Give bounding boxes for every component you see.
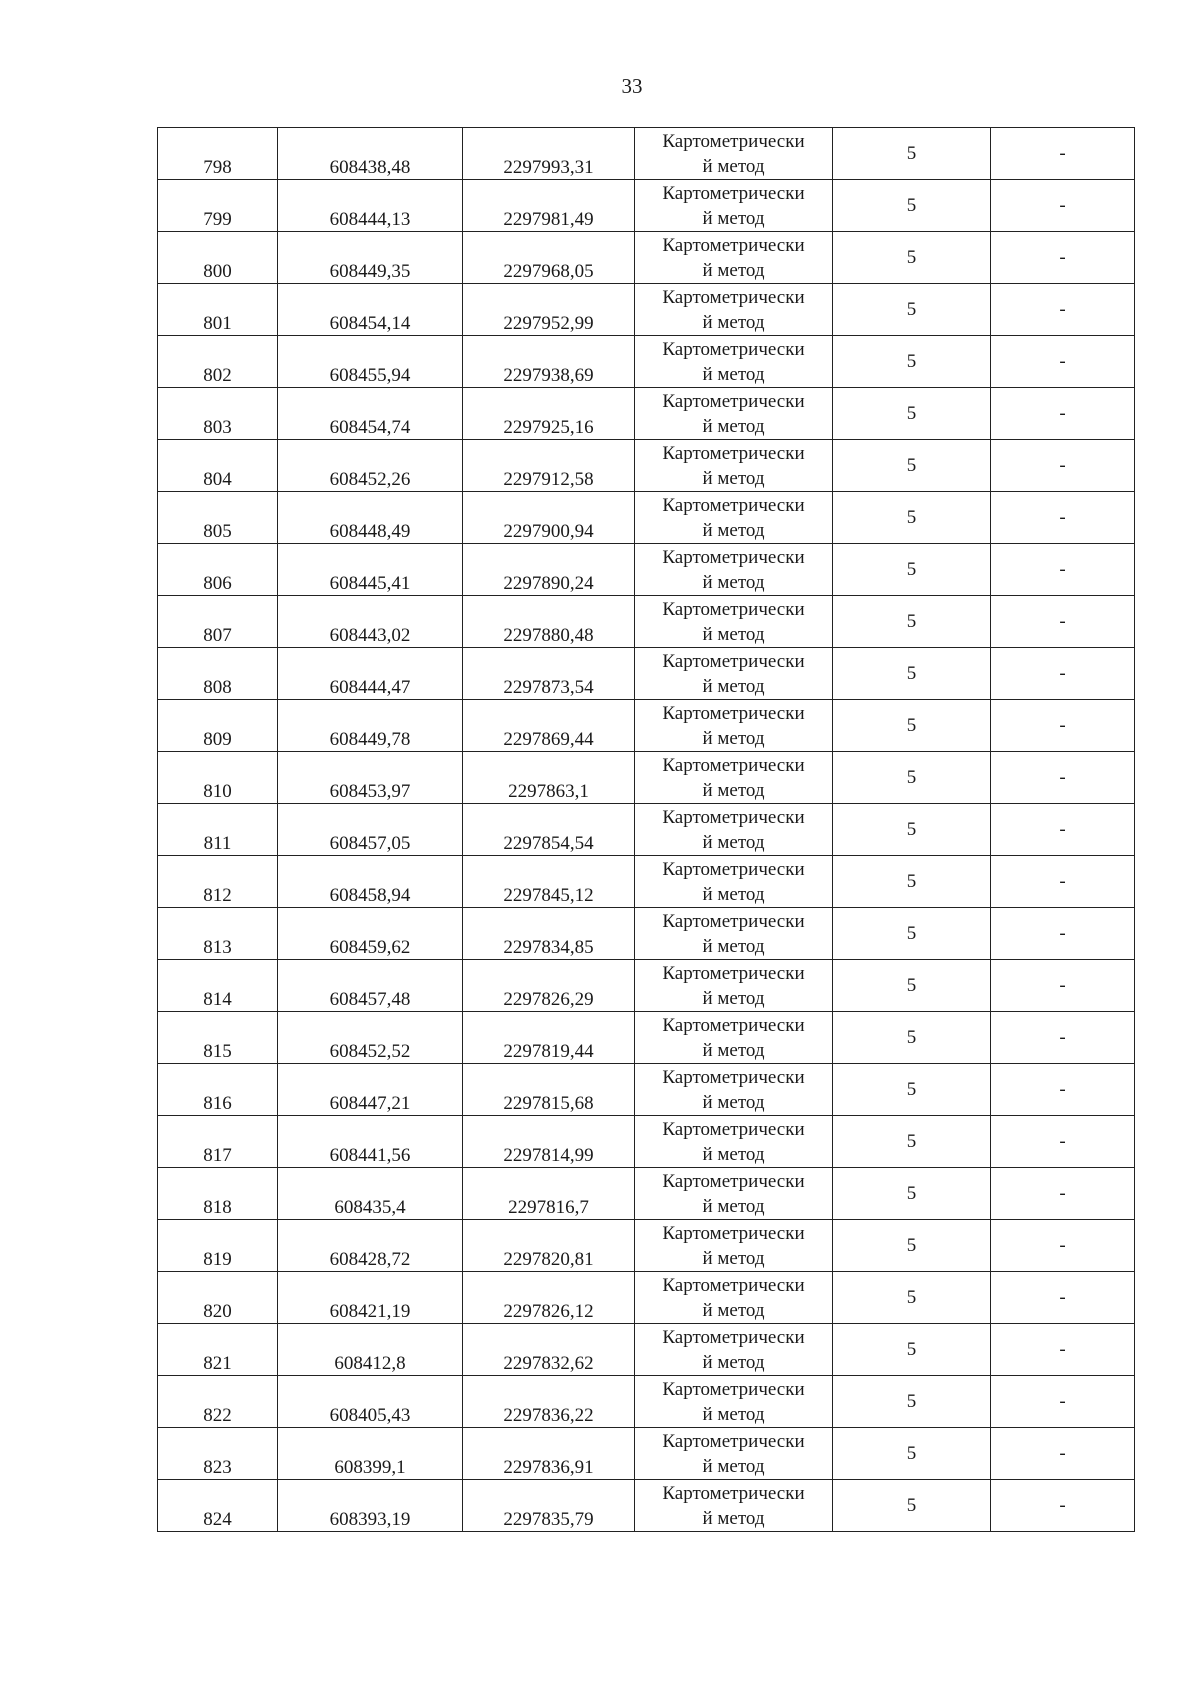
x-coordinate-cell: 608443,02 — [278, 596, 463, 648]
method-line-2: й метод — [702, 727, 765, 749]
accuracy-cell: 5 — [833, 1012, 991, 1064]
table-row — [158, 1272, 1135, 1324]
method-line-1: Картометрически — [662, 1378, 805, 1400]
method-cell — [635, 1012, 833, 1064]
note-cell: - — [991, 1012, 1135, 1064]
y-coordinate-cell: 2297912,58 — [463, 440, 635, 492]
x-coordinate-cell: 608444,13 — [278, 180, 463, 232]
method-cell — [635, 128, 833, 180]
table-row — [158, 1480, 1135, 1532]
note-cell: - — [991, 180, 1135, 232]
note-cell: - — [991, 804, 1135, 856]
point-number-cell: 821 — [158, 1324, 278, 1376]
method-line-2: й метод — [702, 467, 765, 489]
method-line-2: й метод — [702, 415, 765, 437]
note-cell: - — [991, 1272, 1135, 1324]
point-number-cell: 804 — [158, 440, 278, 492]
point-number-cell: 819 — [158, 1220, 278, 1272]
method-line-1: Картометрически — [662, 338, 805, 360]
note-cell: - — [991, 1324, 1135, 1376]
note-cell: - — [991, 856, 1135, 908]
y-coordinate-cell: 2297836,91 — [463, 1428, 635, 1480]
method-cell — [635, 960, 833, 1012]
note-cell: - — [991, 284, 1135, 336]
point-number-cell: 816 — [158, 1064, 278, 1116]
x-coordinate-cell: 608421,19 — [278, 1272, 463, 1324]
table-row — [158, 1116, 1135, 1168]
method-cell — [635, 336, 833, 388]
method-cell — [635, 1116, 833, 1168]
table-row — [158, 440, 1135, 492]
method-line-2: й метод — [702, 1507, 765, 1529]
accuracy-cell: 5 — [833, 1064, 991, 1116]
method-line-1: Картометрически — [662, 806, 805, 828]
point-number-cell: 808 — [158, 648, 278, 700]
table-row — [158, 752, 1135, 804]
page-number: 33 — [621, 74, 643, 98]
method-cell — [635, 1168, 833, 1220]
x-coordinate-cell: 608445,41 — [278, 544, 463, 596]
method-line-2: й метод — [702, 155, 765, 177]
method-line-2: й метод — [702, 363, 765, 385]
method-cell — [635, 232, 833, 284]
method-cell — [635, 596, 833, 648]
accuracy-cell: 5 — [833, 336, 991, 388]
table-row — [158, 1428, 1135, 1480]
method-line-2: й метод — [702, 1143, 765, 1165]
point-number-cell: 820 — [158, 1272, 278, 1324]
table-row — [158, 1012, 1135, 1064]
method-cell — [635, 1324, 833, 1376]
method-line-1: Картометрически — [662, 546, 805, 568]
method-line-2: й метод — [702, 1351, 765, 1373]
table-row — [158, 960, 1135, 1012]
method-line-2: й метод — [702, 1039, 765, 1061]
table-row — [158, 492, 1135, 544]
y-coordinate-cell: 2297820,81 — [463, 1220, 635, 1272]
method-line-1: Картометрически — [662, 962, 805, 984]
point-number-cell: 813 — [158, 908, 278, 960]
method-line-1: Картометрически — [662, 442, 805, 464]
point-number-cell: 817 — [158, 1116, 278, 1168]
point-number-cell: 805 — [158, 492, 278, 544]
y-coordinate-cell: 2297863,1 — [463, 752, 635, 804]
method-line-2: й метод — [702, 571, 765, 593]
method-line-2: й метод — [702, 1091, 765, 1113]
point-number-cell: 802 — [158, 336, 278, 388]
x-coordinate-cell: 608444,47 — [278, 648, 463, 700]
method-line-1: Картометрически — [662, 1430, 805, 1452]
method-cell — [635, 1064, 833, 1116]
point-number-cell: 809 — [158, 700, 278, 752]
note-cell: - — [991, 388, 1135, 440]
method-line-1: Картометрически — [662, 1066, 805, 1088]
note-cell: - — [991, 1168, 1135, 1220]
x-coordinate-cell: 608399,1 — [278, 1428, 463, 1480]
point-number-cell: 806 — [158, 544, 278, 596]
accuracy-cell: 5 — [833, 700, 991, 752]
x-coordinate-cell: 608454,14 — [278, 284, 463, 336]
x-coordinate-cell: 608447,21 — [278, 1064, 463, 1116]
accuracy-cell: 5 — [833, 492, 991, 544]
y-coordinate-cell: 2297968,05 — [463, 232, 635, 284]
method-cell — [635, 908, 833, 960]
y-coordinate-cell: 2297925,16 — [463, 388, 635, 440]
table-row — [158, 1324, 1135, 1376]
point-number-cell: 822 — [158, 1376, 278, 1428]
method-cell — [635, 804, 833, 856]
note-cell: - — [991, 908, 1135, 960]
table-row — [158, 856, 1135, 908]
note-cell: - — [991, 128, 1135, 180]
method-line-1: Картометрически — [662, 858, 805, 880]
table-row — [158, 336, 1135, 388]
method-line-1: Картометрически — [662, 234, 805, 256]
table-row — [158, 388, 1135, 440]
y-coordinate-cell: 2297826,29 — [463, 960, 635, 1012]
method-line-2: й метод — [702, 1403, 765, 1425]
method-cell — [635, 1376, 833, 1428]
accuracy-cell: 5 — [833, 752, 991, 804]
y-coordinate-cell: 2297981,49 — [463, 180, 635, 232]
note-cell: - — [991, 544, 1135, 596]
point-number-cell: 799 — [158, 180, 278, 232]
method-line-2: й метод — [702, 623, 765, 645]
method-line-2: й метод — [702, 779, 765, 801]
y-coordinate-cell: 2297890,24 — [463, 544, 635, 596]
table-row — [158, 596, 1135, 648]
table-row — [158, 908, 1135, 960]
method-line-1: Картометрически — [662, 1482, 805, 1504]
x-coordinate-cell: 608428,72 — [278, 1220, 463, 1272]
method-cell — [635, 1428, 833, 1480]
note-cell: - — [991, 336, 1135, 388]
note-cell: - — [991, 1220, 1135, 1272]
point-number-cell: 824 — [158, 1480, 278, 1532]
method-cell — [635, 1272, 833, 1324]
method-cell — [635, 1220, 833, 1272]
accuracy-cell: 5 — [833, 1428, 991, 1480]
method-cell — [635, 1480, 833, 1532]
method-line-1: Картометрически — [662, 702, 805, 724]
y-coordinate-cell: 2297952,99 — [463, 284, 635, 336]
y-coordinate-cell: 2297826,12 — [463, 1272, 635, 1324]
y-coordinate-cell: 2297836,22 — [463, 1376, 635, 1428]
method-line-1: Картометрически — [662, 1222, 805, 1244]
accuracy-cell: 5 — [833, 232, 991, 284]
point-number-cell: 812 — [158, 856, 278, 908]
method-line-1: Картометрически — [662, 910, 805, 932]
y-coordinate-cell: 2297814,99 — [463, 1116, 635, 1168]
x-coordinate-cell: 608449,35 — [278, 232, 463, 284]
accuracy-cell: 5 — [833, 440, 991, 492]
method-cell — [635, 700, 833, 752]
method-line-2: й метод — [702, 311, 765, 333]
x-coordinate-cell: 608448,49 — [278, 492, 463, 544]
y-coordinate-cell: 2297815,68 — [463, 1064, 635, 1116]
note-cell: - — [991, 596, 1135, 648]
y-coordinate-cell: 2297900,94 — [463, 492, 635, 544]
point-number-cell: 823 — [158, 1428, 278, 1480]
x-coordinate-cell: 608441,56 — [278, 1116, 463, 1168]
method-line-2: й метод — [702, 207, 765, 229]
y-coordinate-cell: 2297834,85 — [463, 908, 635, 960]
point-number-cell: 803 — [158, 388, 278, 440]
method-cell — [635, 856, 833, 908]
method-cell — [635, 648, 833, 700]
method-line-1: Картометрически — [662, 1326, 805, 1348]
note-cell: - — [991, 1376, 1135, 1428]
accuracy-cell: 5 — [833, 1480, 991, 1532]
x-coordinate-cell: 608449,78 — [278, 700, 463, 752]
method-line-1: Картометрически — [662, 130, 805, 152]
note-cell: - — [991, 1064, 1135, 1116]
method-line-1: Картометрически — [662, 390, 805, 412]
method-cell — [635, 388, 833, 440]
x-coordinate-cell: 608455,94 — [278, 336, 463, 388]
x-coordinate-cell: 608452,52 — [278, 1012, 463, 1064]
point-number-cell: 818 — [158, 1168, 278, 1220]
table-row — [158, 1220, 1135, 1272]
y-coordinate-cell: 2297993,31 — [463, 128, 635, 180]
point-number-cell: 811 — [158, 804, 278, 856]
note-cell: - — [991, 1428, 1135, 1480]
table-row — [158, 1064, 1135, 1116]
method-line-2: й метод — [702, 675, 765, 697]
note-cell: - — [991, 1480, 1135, 1532]
point-number-cell: 807 — [158, 596, 278, 648]
y-coordinate-cell: 2297873,54 — [463, 648, 635, 700]
x-coordinate-cell: 608405,43 — [278, 1376, 463, 1428]
y-coordinate-cell: 2297869,44 — [463, 700, 635, 752]
method-cell — [635, 492, 833, 544]
method-line-2: й метод — [702, 1195, 765, 1217]
method-line-2: й метод — [702, 1455, 765, 1477]
table-row — [158, 648, 1135, 700]
y-coordinate-cell: 2297880,48 — [463, 596, 635, 648]
method-line-1: Картометрически — [662, 1274, 805, 1296]
accuracy-cell: 5 — [833, 960, 991, 1012]
method-line-2: й метод — [702, 935, 765, 957]
y-coordinate-cell: 2297832,62 — [463, 1324, 635, 1376]
method-line-2: й метод — [702, 259, 765, 281]
y-coordinate-cell: 2297845,12 — [463, 856, 635, 908]
accuracy-cell: 5 — [833, 284, 991, 336]
note-cell: - — [991, 960, 1135, 1012]
method-line-1: Картометрически — [662, 182, 805, 204]
method-cell — [635, 440, 833, 492]
accuracy-cell: 5 — [833, 1116, 991, 1168]
accuracy-cell: 5 — [833, 128, 991, 180]
method-cell — [635, 544, 833, 596]
accuracy-cell: 5 — [833, 1324, 991, 1376]
y-coordinate-cell: 2297938,69 — [463, 336, 635, 388]
x-coordinate-cell: 608459,62 — [278, 908, 463, 960]
accuracy-cell: 5 — [833, 856, 991, 908]
method-line-2: й метод — [702, 883, 765, 905]
x-coordinate-cell: 608457,05 — [278, 804, 463, 856]
point-number-cell: 815 — [158, 1012, 278, 1064]
accuracy-cell: 5 — [833, 1168, 991, 1220]
y-coordinate-cell: 2297854,54 — [463, 804, 635, 856]
method-cell — [635, 180, 833, 232]
table-row — [158, 232, 1135, 284]
y-coordinate-cell: 2297816,7 — [463, 1168, 635, 1220]
point-number-cell: 814 — [158, 960, 278, 1012]
table-row — [158, 804, 1135, 856]
table-row — [158, 1168, 1135, 1220]
note-cell: - — [991, 492, 1135, 544]
x-coordinate-cell: 608412,8 — [278, 1324, 463, 1376]
method-line-2: й метод — [702, 987, 765, 1009]
method-line-1: Картометрически — [662, 598, 805, 620]
accuracy-cell: 5 — [833, 388, 991, 440]
method-line-1: Картометрически — [662, 754, 805, 776]
x-coordinate-cell: 608452,26 — [278, 440, 463, 492]
method-line-2: й метод — [702, 1247, 765, 1269]
y-coordinate-cell: 2297819,44 — [463, 1012, 635, 1064]
method-cell — [635, 284, 833, 336]
method-line-1: Картометрически — [662, 494, 805, 516]
point-number-cell: 810 — [158, 752, 278, 804]
method-line-2: й метод — [702, 519, 765, 541]
point-number-cell: 800 — [158, 232, 278, 284]
accuracy-cell: 5 — [833, 1220, 991, 1272]
accuracy-cell: 5 — [833, 648, 991, 700]
method-line-1: Картометрически — [662, 1014, 805, 1036]
coordinates-table — [157, 127, 1135, 1532]
table-row — [158, 284, 1135, 336]
method-line-1: Картометрически — [662, 1170, 805, 1192]
note-cell: - — [991, 440, 1135, 492]
x-coordinate-cell: 608438,48 — [278, 128, 463, 180]
method-line-1: Картометрически — [662, 286, 805, 308]
note-cell: - — [991, 752, 1135, 804]
y-coordinate-cell: 2297835,79 — [463, 1480, 635, 1532]
accuracy-cell: 5 — [833, 1272, 991, 1324]
note-cell: - — [991, 232, 1135, 284]
x-coordinate-cell: 608457,48 — [278, 960, 463, 1012]
point-number-cell: 801 — [158, 284, 278, 336]
accuracy-cell: 5 — [833, 804, 991, 856]
table-row — [158, 1376, 1135, 1428]
table-row — [158, 544, 1135, 596]
x-coordinate-cell: 608458,94 — [278, 856, 463, 908]
x-coordinate-cell: 608453,97 — [278, 752, 463, 804]
accuracy-cell: 5 — [833, 1376, 991, 1428]
accuracy-cell: 5 — [833, 908, 991, 960]
method-cell — [635, 752, 833, 804]
method-line-2: й метод — [702, 1299, 765, 1321]
table-row — [158, 700, 1135, 752]
coordinates-table-body — [158, 128, 1135, 1532]
x-coordinate-cell: 608393,19 — [278, 1480, 463, 1532]
note-cell: - — [991, 648, 1135, 700]
x-coordinate-cell: 608435,4 — [278, 1168, 463, 1220]
table-row — [158, 180, 1135, 232]
point-number-cell: 798 — [158, 128, 278, 180]
method-line-1: Картометрически — [662, 650, 805, 672]
method-line-1: Картометрически — [662, 1118, 805, 1140]
table-row — [158, 128, 1135, 180]
accuracy-cell: 5 — [833, 180, 991, 232]
note-cell: - — [991, 700, 1135, 752]
note-cell: - — [991, 1116, 1135, 1168]
x-coordinate-cell: 608454,74 — [278, 388, 463, 440]
accuracy-cell: 5 — [833, 596, 991, 648]
accuracy-cell: 5 — [833, 544, 991, 596]
method-line-2: й метод — [702, 831, 765, 853]
